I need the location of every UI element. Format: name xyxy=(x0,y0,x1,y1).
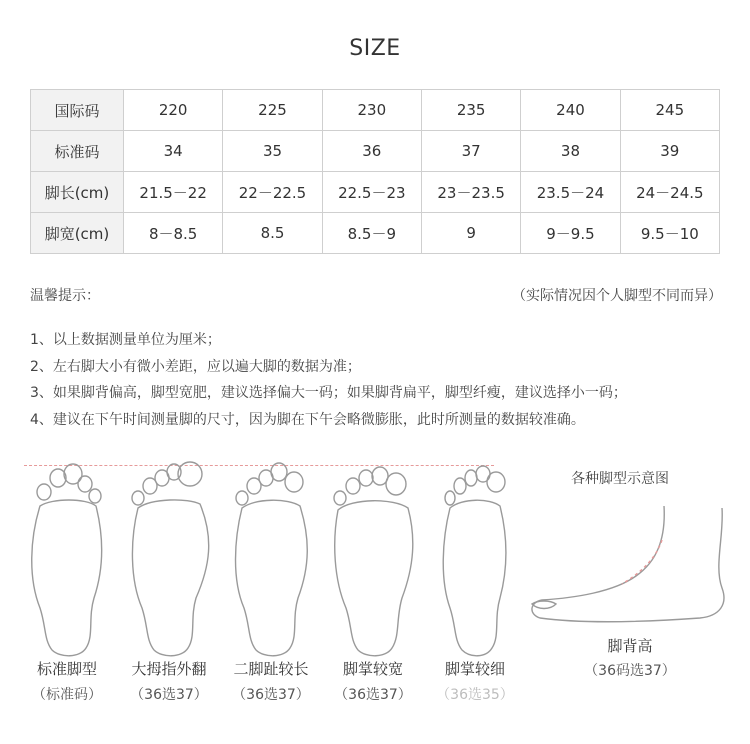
foot-sub: （36选37） xyxy=(130,687,208,703)
list-item: 3、如果脚背偏高，脚型宽肥，建议选择偏大一码；如果脚背扁平，脚型纤瘦，建议选择小一码； xyxy=(30,385,627,401)
high-instep-side-illustration xyxy=(524,500,734,630)
table-cell: 235 xyxy=(421,90,520,131)
table-row xyxy=(31,90,720,131)
table-row xyxy=(31,131,720,172)
table-cell: 8.5－9 xyxy=(322,213,421,254)
table-cell: 37 xyxy=(421,131,520,172)
row-header: 脚长(cm) xyxy=(31,172,124,213)
foot-bunion-illustration xyxy=(124,458,214,658)
table-cell: 36 xyxy=(322,131,421,172)
tips-heading: 温馨提示： xyxy=(30,288,100,304)
side-view-sub: （36码选37） xyxy=(584,663,676,679)
table-cell: 8.5 xyxy=(223,213,322,254)
size-table xyxy=(30,89,720,254)
foot-label: 标准脚型 xyxy=(36,660,97,678)
list-item: 1、以上数据测量单位为厘米； xyxy=(30,332,221,348)
table-row xyxy=(31,172,720,213)
table-cell: 220 xyxy=(124,90,223,131)
list-item: 2、左右脚大小有微小差距，应以遍大脚的数据为准； xyxy=(30,358,361,375)
foot-wide-illustration xyxy=(328,458,418,658)
foot-label: 脚掌较宽 xyxy=(342,660,403,678)
foot-label: 大拇指外翻 xyxy=(131,660,207,678)
row-header: 国际码 xyxy=(31,90,124,131)
list-item: 4、建议在下午时间测量脚的尺寸，因为脚在下午会略微膨胀，此时所测量的数据较准确。 xyxy=(30,411,585,428)
table-cell: 34 xyxy=(124,131,223,172)
table-cell: 245 xyxy=(620,90,719,131)
table-cell: 38 xyxy=(521,131,620,172)
table-cell: 8－8.5 xyxy=(124,213,223,254)
foot-sub: （36选37） xyxy=(232,687,310,703)
table-cell: 21.5－22 xyxy=(124,172,223,213)
foot-standard-illustration xyxy=(22,458,112,658)
table-cell: 9.5－10 xyxy=(620,213,719,254)
table-cell: 230 xyxy=(322,90,421,131)
foot-label: 脚掌较细 xyxy=(444,660,505,678)
table-cell: 22.5－23 xyxy=(322,172,421,213)
foot-long-second-toe-illustration xyxy=(226,458,316,658)
foot-narrow-illustration xyxy=(430,458,520,658)
page-title: SIZE xyxy=(349,36,401,61)
table-cell: 35 xyxy=(223,131,322,172)
table-cell: 22－22.5 xyxy=(223,172,322,213)
row-header: 标准码 xyxy=(31,131,124,172)
table-row xyxy=(31,213,720,254)
table-cell: 9 xyxy=(421,213,520,254)
row-header: 脚宽(cm) xyxy=(31,213,124,254)
table-cell: 23－23.5 xyxy=(421,172,520,213)
table-cell: 240 xyxy=(521,90,620,131)
side-view-label: 脚背高 xyxy=(607,637,653,655)
tips-note: （实际情况因个人脚型不同而异） xyxy=(512,288,722,304)
table-cell: 9－9.5 xyxy=(521,213,620,254)
table-cell: 23.5－24 xyxy=(521,172,620,213)
foot-sub: （36选37） xyxy=(334,687,412,703)
table-cell: 225 xyxy=(223,90,322,131)
tips-list xyxy=(30,327,627,433)
table-cell: 39 xyxy=(620,131,719,172)
foot-sub: （36选35） xyxy=(436,687,514,703)
side-view-title: 各种脚型示意图 xyxy=(571,471,669,487)
table-cell: 24－24.5 xyxy=(620,172,719,213)
foot-label: 二脚趾较长 xyxy=(233,660,309,678)
foot-sub: （标准码） xyxy=(32,687,102,703)
